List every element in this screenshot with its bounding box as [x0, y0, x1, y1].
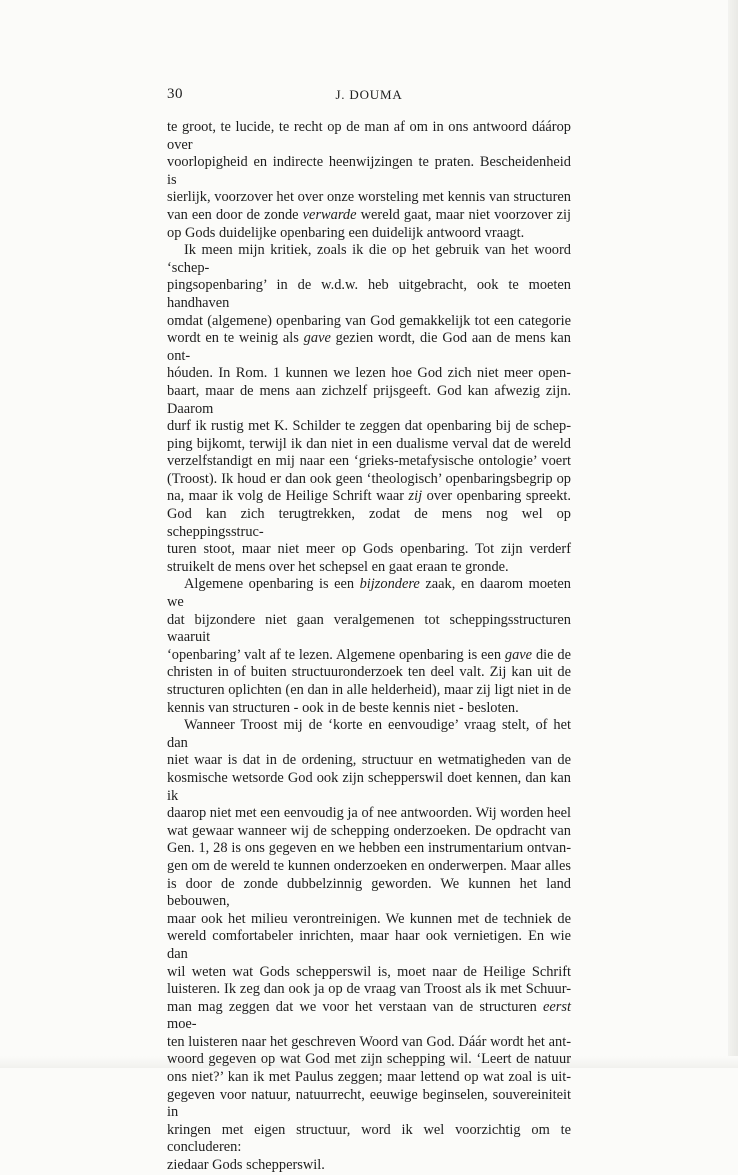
text-line: op Gods duidelijke openbaring een duidelijk antwoord vraagt.	[167, 224, 525, 241]
text-line: wat gewaar wanneer wij de schepping onderzoeken. De opdracht van	[167, 822, 571, 839]
text-line: kringen met eigen structuur, word ik wel voorzichtig om te concluderen:	[167, 1121, 571, 1156]
text-line: pingsopenbaring’ in de w.d.w. heb uitgebracht, ook te moeten handhaven	[167, 277, 571, 311]
emphasis: verwarde	[302, 206, 357, 223]
text-segment: van een door de zonde	[167, 206, 303, 223]
text-line: niet waar is dat in de ordening, structuur en wetmatigheden van de	[167, 752, 571, 769]
text-segment: ‘openbaring’ valt af te lezen. Algemene openbaring is een	[167, 646, 505, 663]
text-line	[167, 647, 571, 665]
text-line	[167, 207, 571, 225]
text-line: te groot, te lucide, te recht op de man af om in ons antwoord dáárop over	[167, 119, 571, 153]
text-segment: na, maar ik volg de Heilige Schrift waar	[167, 488, 409, 505]
text-line: woord gegeven op wat God met zijn schepping wil. ‘Leert de natuur	[167, 1051, 571, 1068]
text-line: God kan zich terugtrekken, zodat de mens nog wel op scheppingsstruc-	[167, 506, 571, 540]
text-line: omdat (algemene) openbaring van God gemakkelijk tot een categorie	[167, 312, 571, 329]
running-head: J. DOUMA	[335, 87, 403, 102]
text-line	[167, 330, 571, 365]
text-line: is door de zonde dubbelzinnig geworden. We kunnen het land bebouwen,	[167, 875, 571, 910]
text-segment: moe-	[167, 1016, 197, 1033]
text-line: baart, maar de mens aan zichzelf prijsgeeft. God kan afwezig zijn. Daarom	[167, 382, 571, 417]
text-line: ziedaar Gods schepperswil.	[167, 1157, 325, 1174]
text-segment: die de	[532, 646, 571, 663]
page-header	[167, 86, 571, 106]
emphasis: zij	[408, 488, 423, 505]
text-line: sierlijk, voorzover het over onze worsteling met kennis van structuren	[167, 189, 571, 206]
text-line	[167, 576, 571, 611]
body-text	[167, 119, 571, 1175]
text-line	[167, 999, 571, 1034]
text-line: Wanneer Troost mij de ‘korte en eenvoudige’ vraag stelt, of het dan	[167, 717, 571, 751]
text-line: kosmische wetsorde God ook zijn schepperswil doet kennen, dan kan ik	[167, 769, 571, 804]
text-segment: wereld gaat, maar niet voorzover zij	[356, 206, 571, 223]
text-line: durf ik rustig met K. Schilder te zeggen dat openbaring bij de schep-	[167, 418, 571, 435]
text-line: wereld comfortabeler inrichten, maar haar ook vernietigen. En wie dan	[167, 928, 571, 962]
text-line: gegeven voor natuur, natuurrecht, eeuwige beginselen, souvereiniteit in	[167, 1086, 571, 1121]
text-line: kennis van structuren - ook in de beste kennis niet - besloten.	[167, 699, 519, 716]
text-segment: Algemene openbaring is een	[184, 576, 360, 593]
emphasis: gave	[303, 330, 331, 347]
text-line: gen om de wereld te kunnen onderzoeken en onderwerpen. Maar alles	[167, 857, 571, 874]
text-line: dat bijzondere niet gaan veralgemenen tot scheppingsstructuren waaruit	[167, 611, 571, 646]
text-line: daarop niet met een eenvoudig ja of nee antwoorden. Wij worden heel	[167, 805, 571, 822]
text-segment: zaak, en daarom moeten we	[167, 576, 571, 611]
text-line: structuren oplichten (en dan in alle helderheid), maar zij ligt niet in de	[167, 682, 571, 698]
text-line: ons niet?’ kan ik met Paulus zeggen; maar lettend op wat zoal is uit-	[167, 1069, 571, 1086]
text-line: luisteren. Ik zeg dan ook ja op de vraag van Troost als ik met Schuur-	[167, 981, 571, 998]
text-line	[167, 488, 571, 506]
text-line: verzelfstandigt en mij naar een ‘grieks-metafysische ontologie’ voert	[167, 453, 571, 470]
text-segment: man mag zeggen dat we voor het verstaan van de structuren	[167, 998, 544, 1015]
text-line: Gen. 1, 28 is ons gegeven en we hebben een instrumentarium ontvan-	[167, 840, 571, 857]
text-segment: over openbaring spreekt.	[422, 488, 571, 505]
emphasis: bijzondere	[359, 576, 420, 593]
text-line: struikelt de mens over het schepsel en gaat eraan te gronde.	[167, 558, 509, 575]
emphasis: eerst	[543, 998, 571, 1015]
text-line: hóuden. In Rom. 1 kunnen we lezen hoe God zich niet meer open-	[167, 365, 571, 382]
text-line: wil weten wat Gods schepperswil is, moet naar de Heilige Schrift	[167, 963, 571, 980]
text-line: (Troost). Ik houd er dan ook geen ‘theologisch’ openbaringsbegrip op	[167, 470, 571, 487]
emphasis: gave	[504, 646, 533, 663]
text-line: voorlopigheid en indirecte heenwijzingen te praten. Bescheidenheid is	[167, 154, 571, 188]
text-line: ten luisteren naar het geschreven Woord van God. Dáár wordt het ant-	[167, 1033, 571, 1050]
text-segment: wordt en te weinig als	[167, 330, 304, 347]
page-number: 30	[167, 86, 183, 102]
text-line: ping bijkomt, terwijl ik dan niet in een dualisme verval dat de wereld	[167, 435, 571, 452]
text-line: turen stoot, maar niet meer op Gods openbaring. Tot zijn verderf	[167, 541, 571, 558]
text-line: Ik meen mijn kritiek, zoals ik die op het gebruik van het woord ‘schep-	[167, 242, 571, 276]
text-line: maar ook het milieu verontreinigen. We kunnen met de techniek de	[167, 910, 571, 927]
text-segment: gezien wordt, die God aan de mens kan ont-	[167, 330, 571, 364]
page-edge-shadow	[728, 0, 738, 1068]
text-line: christen in of buiten structuuronderzoek ten deel valt. Zij kan uit de	[167, 664, 571, 681]
